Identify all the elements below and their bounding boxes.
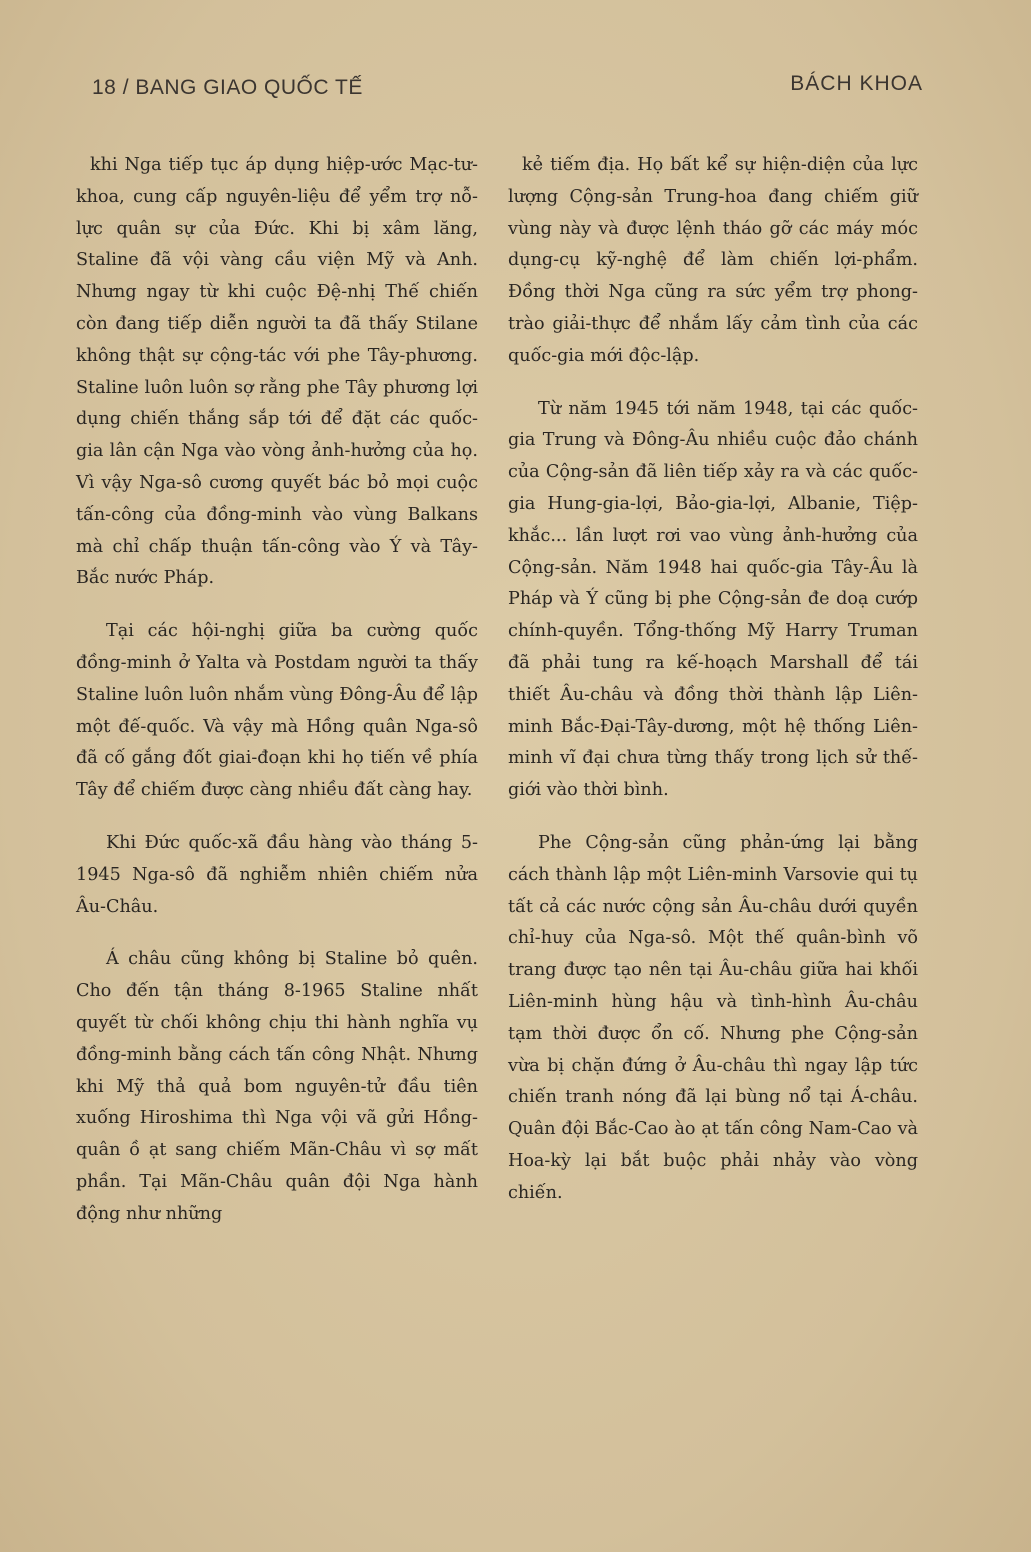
paragraph: Từ năm 1945 tới năm 1948, tại các quốc-gia Trung và Đông-Âu nhiều cuộc đảo chánh của Cộng-sản đã liên tiếp xảy ra và các quốc-gia Hung-gia-lợi, Bảo-gia-lợi, Albanie, Tiệp-khắc... lần lượt rơi vao vùng ảnh-hưởng của Cộng-sản. Năm 1948 hai quốc-gia Tây-Âu là Pháp và Ý cũng bị phe Cộng-sản đe doạ cướp chính-quyền. Tổng-thống Mỹ Harry Truman đã phải tung ra kế-hoạch Marshall để tái thiết Âu-châu và đồng thời thành lập Liên-minh Bắc-Đại-Tây-dương, một hệ thống Liên-minh vĩ đại chưa từng thấy trong lịch sử thế-giới vào thời bình. xyxy=(508,398,918,801)
paragraph: khi Nga tiếp tục áp dụng hiệp-ước Mạc-tư-khoa, cung cấp nguyên-liệu để yểm trợ nỗ-lực quân sự của Đức. Khi bị xâm lăng, Staline đã vội vàng cầu viện Mỹ và Anh. Nhưng ngay từ khi cuộc Đệ-nhị Thế chiến còn đang tiếp diễn người ta đã thấy Stilane không thật sự cộng-tác với phe Tây-phương. Staline luôn luôn sợ rằng phe Tây phương lợi dụng chiến thắng sắp tới để đặt các quốc-gia lân cận Nga vào vòng ảnh-hưởng của họ. Vì vậy Nga-sô cương quyết bác bỏ mọi cuộc tấn-công của đồng-minh vào vùng Balkans mà chỉ chấp thuận tấn-công vào Ý và Tây-Bắc nước Pháp. xyxy=(76,155,478,589)
paragraph: Á châu cũng không bị Staline bỏ quên. Cho đến tận tháng 8-1965 Staline nhất quyết từ chối không chịu thi hành nghĩa vụ đồng-minh bằng cách tấn công Nhật. Nhưng khi Mỹ thả quả bom nguyên-tử đầu tiên xuống Hiroshima thì Nga vội vã gửi Hồng-quân ồ ạt sang chiếm Mãn-Châu vì sợ mất phần. Tại Mãn-Châu quân đội Nga hành động như những xyxy=(76,949,478,1224)
paragraph: kẻ tiếm địa. Họ bất kể sự hiện-diện của lực lượng Cộng-sản Trung-hoa đang chiếm giữ vùng này và được lệnh tháo gỡ các máy móc dụng-cụ kỹ-nghệ để làm chiến lợi-phẩm. Đồng thời Nga cũng ra sức yểm trợ phong-trào giải-thực để nhắm lấy cảm tình của các quốc-gia mới độc-lập. xyxy=(508,155,918,366)
left-column xyxy=(76,150,478,1252)
paragraph: Khi Đức quốc-xã đầu hàng vào tháng 5-1945 Nga-sô đã nghiễm nhiên chiếm nửa Âu-Châu. xyxy=(76,832,478,917)
right-column xyxy=(508,150,918,1231)
running-header xyxy=(92,70,923,110)
page-number-and-section: 18 / BANG GIAO QUỐC TẾ xyxy=(92,76,363,99)
magazine-title: BÁCH KHOA xyxy=(790,72,923,95)
paragraph: Phe Cộng-sản cũng phản-ứng lại bằng cách thành lập một Liên-minh Varsovie qui tụ tất cả các nước cộng sản Âu-châu dưới quyền chỉ-huy của Nga-sô. Một thế quân-bình võ trang được tạo nên tại Âu-châu giữa hai khối Liên-minh hùng hậu và tình-hình Âu-châu tạm thời được ổn cố. Nhưng phe Cộng-sản vừa bị chặn đứng ở Âu-châu thì ngay lập tức chiến tranh nóng đã lại bùng nổ tại Á-châu. Quân đội Bắc-Cao ào ạt tấn công Nam-Cao và Hoa-kỳ lại bắt buộc phải nhảy vào vòng chiến. xyxy=(508,832,918,1203)
paragraph: Tại các hội-nghị giữa ba cường quốc đồng-minh ở Yalta và Postdam người ta thấy Staline luôn luôn nhắm vùng Đông-Âu để lập một đế-quốc. Và vậy mà Hồng quân Nga-sô đã cố gắng đốt giai-đoạn khi họ tiến về phía Tây để chiếm được càng nhiều đất càng hay. xyxy=(76,621,478,801)
